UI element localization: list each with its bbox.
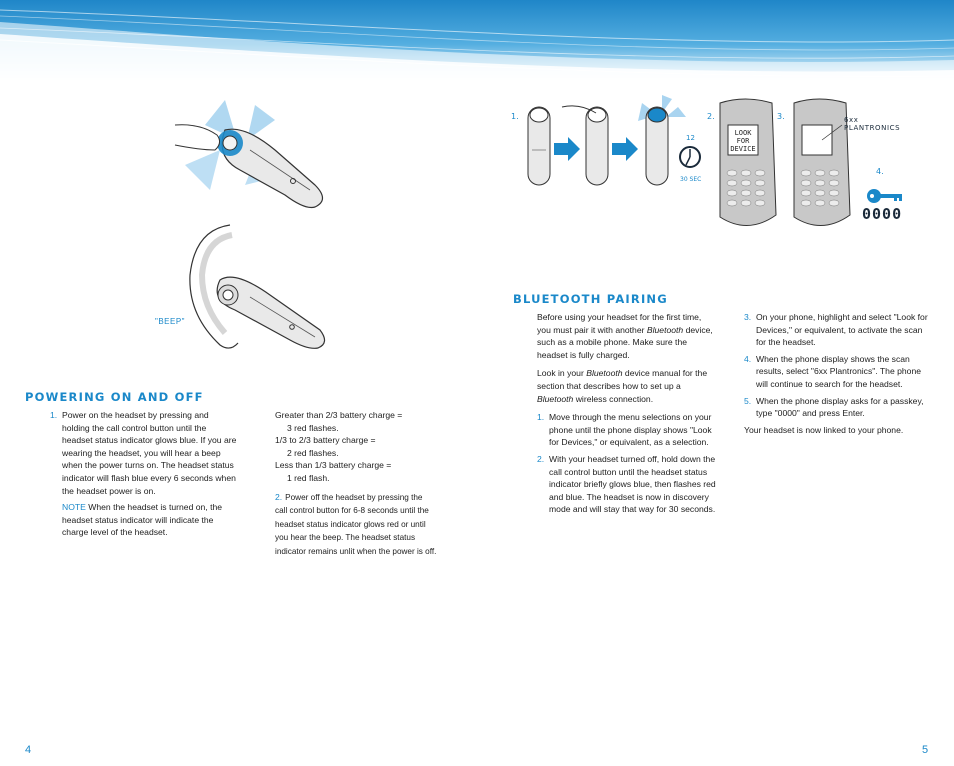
device-line-2: PLANTRONICS bbox=[844, 124, 901, 132]
powering-column-1 bbox=[50, 409, 238, 539]
step-text: Power off the headset by pressing the call control button for 6-8 seconds until the headset status indicator glows red or until you hear the beep. The headset status indicator remains unlit when the power is off. bbox=[275, 492, 437, 556]
pairing-step-5 bbox=[744, 395, 934, 420]
bluetooth-italic: Bluetooth bbox=[586, 368, 623, 379]
powering-column-2 bbox=[275, 409, 437, 563]
illustration-step-3: 3. bbox=[777, 112, 785, 121]
illustration-step-2: 2. bbox=[707, 112, 715, 121]
look-text: Look in your bbox=[537, 368, 587, 379]
arrow-right-icon bbox=[612, 137, 638, 161]
lcd-line-1: LOOK bbox=[734, 129, 752, 137]
charge-result-3: 1 red flash. bbox=[287, 472, 330, 483]
step-number: 3. bbox=[744, 312, 752, 322]
pairing-heading: BLUETOOTH PAIRING bbox=[513, 292, 668, 306]
timer-label: 30 SEC bbox=[680, 176, 702, 183]
charge-result-2: 2 red flashes. bbox=[287, 447, 339, 458]
illustration-step-1: 1. bbox=[511, 112, 519, 121]
note-text: When the headset is turned on, the headset status indicator will indicate the charge level of the headset. bbox=[62, 502, 223, 538]
step-text: Power on the headset by pressing and holding the call control button until the headset status indicator glows blue. If you are wearing the headset, you will hear a beep when the power turns on. The headset status indicator will flash blue every 6 seconds when the headset power is on. bbox=[62, 410, 237, 496]
powering-step-2 bbox=[275, 491, 437, 559]
pairing-step-1 bbox=[537, 411, 717, 449]
lcd-line-2: FOR bbox=[736, 137, 750, 145]
step-number: 1. bbox=[50, 410, 58, 420]
charge-level-3: Less than 1/3 battery charge = bbox=[275, 460, 392, 471]
arrow-right-icon bbox=[554, 137, 580, 161]
timer-icon bbox=[680, 147, 700, 167]
headset-glowing-icon bbox=[638, 95, 686, 185]
bluetooth-italic: Bluetooth bbox=[537, 393, 574, 404]
look-text: device manual for the section that describes how to set up a bbox=[537, 368, 708, 391]
powering-heading: POWERING ON AND OFF bbox=[25, 390, 204, 404]
device-line-1: 6xx bbox=[844, 116, 859, 124]
powering-step-1 bbox=[50, 409, 238, 497]
step-text: When the phone display shows the scan results, select "6xx Plantronics". The phone will continue to search for the headset. bbox=[756, 353, 922, 389]
step-number: 4. bbox=[744, 353, 752, 364]
pairing-column-1 bbox=[537, 311, 717, 520]
lcd-line-3: DEVICE bbox=[730, 145, 756, 153]
step-text: Move through the menu selections on your phone until the phone display shows "Look for Devices," or equivalent, as a selection. bbox=[549, 412, 712, 448]
header-banner bbox=[0, 0, 954, 80]
illustration-step-4: 4. bbox=[876, 167, 884, 176]
page-number-right: 5 bbox=[922, 744, 929, 756]
passkey-display: 0000 bbox=[862, 205, 903, 223]
page-number-left: 4 bbox=[25, 744, 32, 756]
headset-icon bbox=[528, 107, 550, 185]
beep-label: "BEEP" bbox=[155, 317, 186, 326]
headset-on-ear-illustration bbox=[180, 215, 330, 355]
charge-level-1: Greater than 2/3 battery charge = bbox=[275, 410, 403, 420]
note-label: NOTE bbox=[62, 502, 86, 513]
intro-text: device, such as a mobile phone. Make sure the headset is fully charged. bbox=[537, 324, 713, 360]
device-name-label bbox=[844, 116, 900, 132]
look-text: wireless connection. bbox=[573, 393, 654, 404]
phone-display bbox=[728, 129, 758, 153]
intro-text: Before using your headset for the first time, you must pair it with another bbox=[537, 312, 702, 335]
step-number: 2. bbox=[275, 491, 283, 502]
pairing-step-3 bbox=[744, 311, 934, 349]
pairing-step-4 bbox=[744, 353, 934, 391]
pairing-look bbox=[537, 367, 717, 405]
step-number: 1. bbox=[537, 412, 545, 423]
pairing-intro bbox=[537, 311, 717, 361]
step-text: When the phone display asks for a passkey, type "0000" and press Enter. bbox=[756, 395, 924, 419]
pairing-column-2 bbox=[744, 311, 934, 442]
charge-result-1: 3 red flashes. bbox=[287, 422, 339, 433]
phone-look-for-device bbox=[720, 99, 776, 226]
powering-note bbox=[50, 501, 238, 539]
headset-power-on-illustration bbox=[165, 95, 335, 220]
timer-top-label: 12 bbox=[686, 134, 695, 142]
pairing-closing: Your headset is now linked to your phone. bbox=[744, 424, 904, 435]
step-number: 2. bbox=[537, 453, 545, 464]
step-text: On your phone, highlight and select "Look for Devices," or equivalent, to activate the scan for the headset. bbox=[756, 312, 928, 348]
pairing-step-2 bbox=[537, 453, 717, 516]
bluetooth-italic: Bluetooth bbox=[646, 324, 684, 335]
step-text: With your headset turned off, hold down the call control button until the headset status indicator briefly glows blue, then flashes red and blue. The headset is now in discovery mode and will stay that way for 30 seconds. bbox=[549, 453, 716, 515]
step-number: 5. bbox=[744, 395, 752, 406]
phone-device-found bbox=[794, 99, 850, 226]
key-icon bbox=[867, 189, 902, 203]
charge-level-2: 1/3 to 2/3 battery charge = bbox=[275, 435, 376, 446]
